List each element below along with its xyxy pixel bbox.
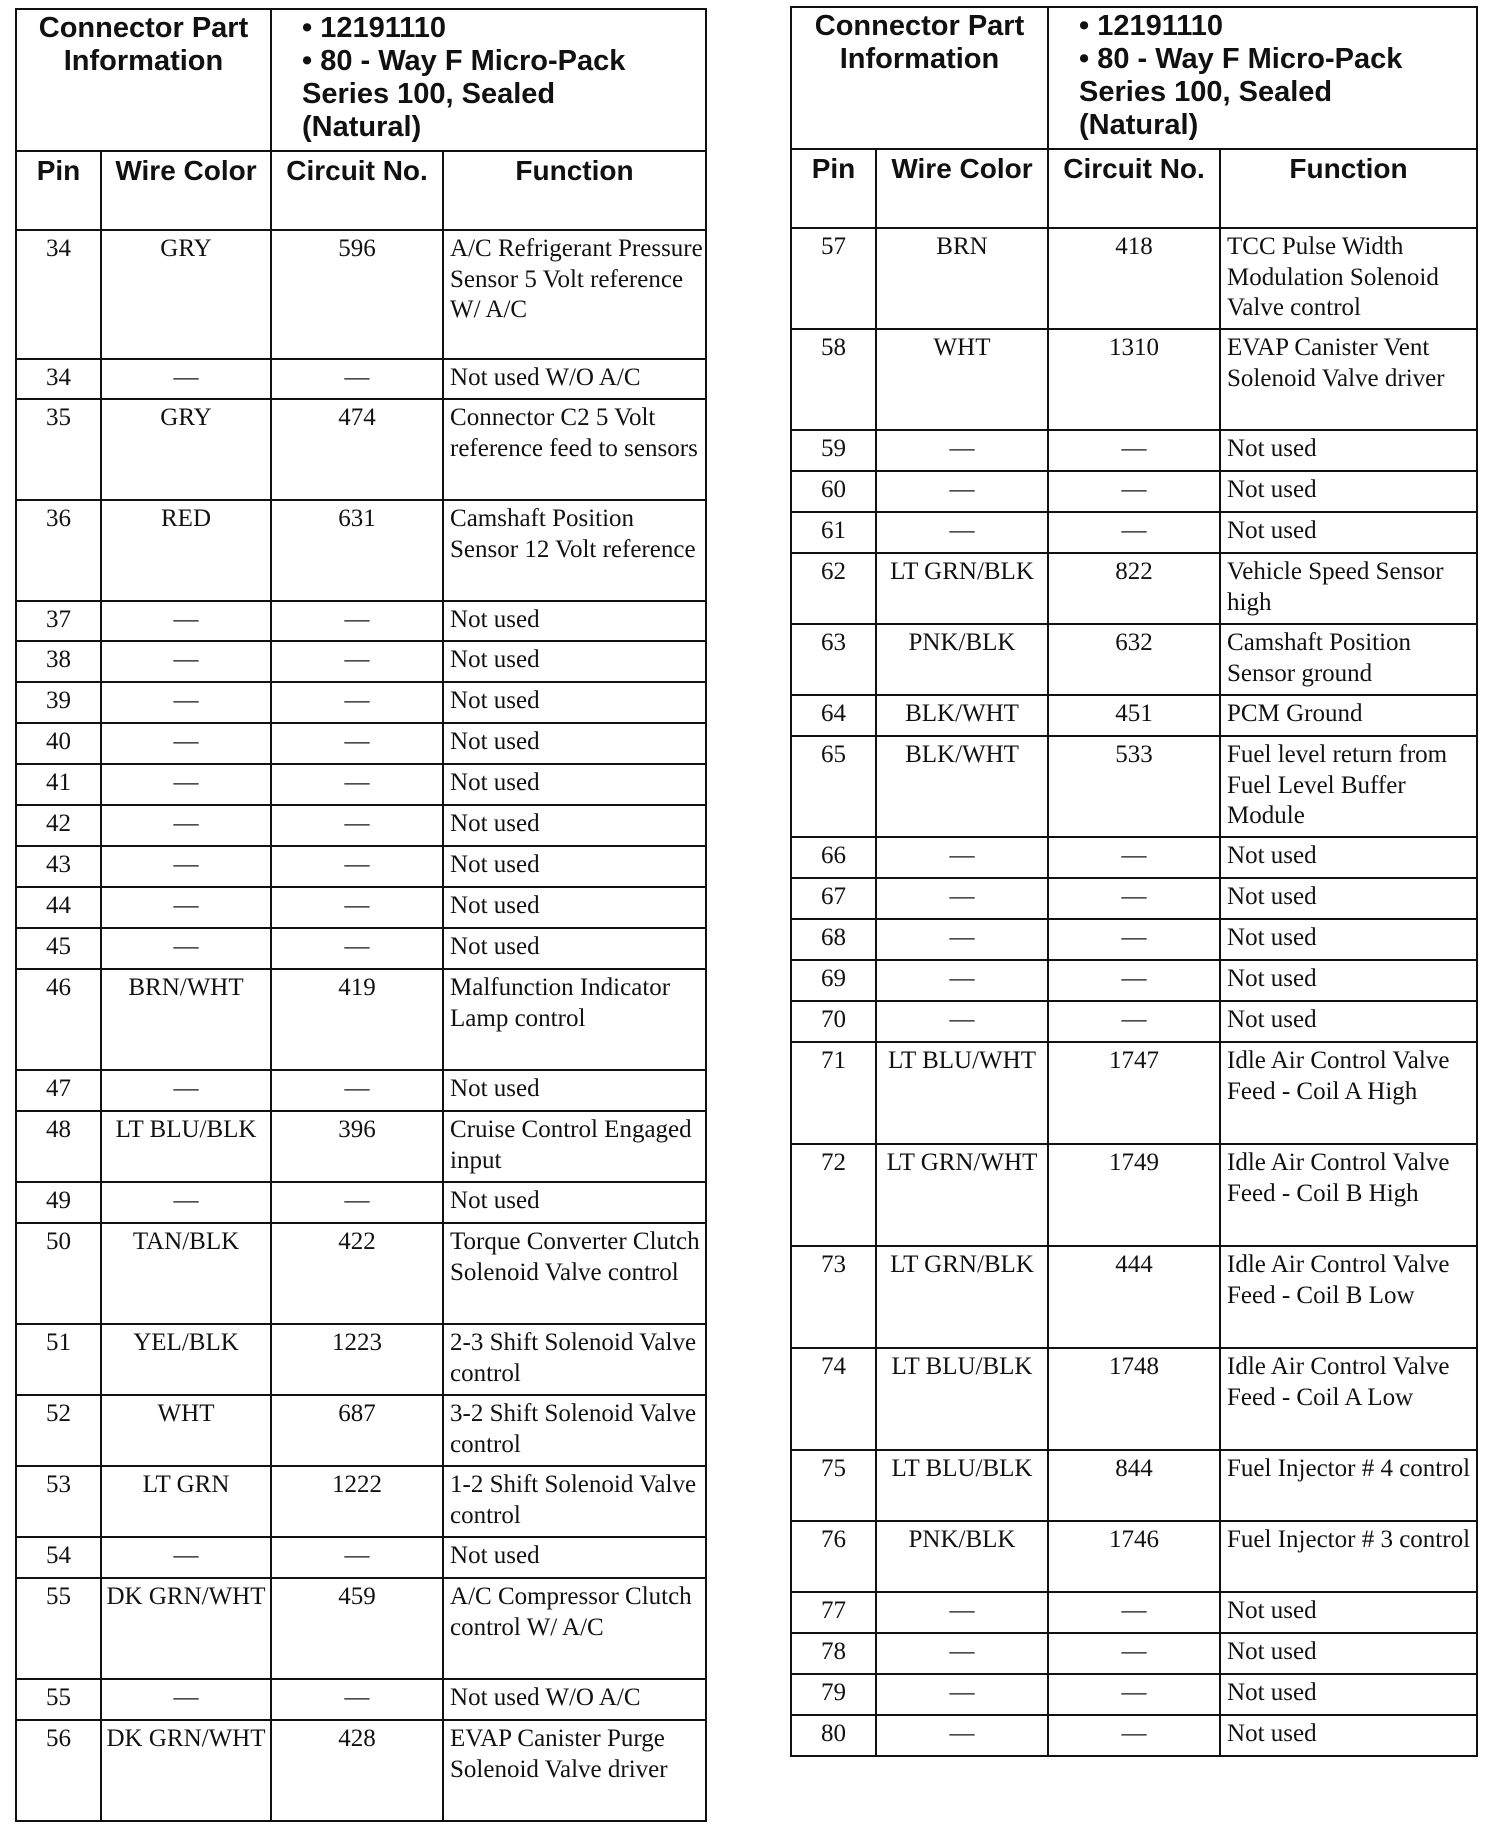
circuit-no-cell: — — [1048, 878, 1220, 919]
table-row — [16, 1466, 706, 1537]
circuit-no-cell: — — [271, 601, 443, 641]
table-row — [16, 1720, 706, 1821]
circuit-no-cell: — — [1048, 919, 1220, 960]
pin-cell: 44 — [16, 887, 101, 928]
pin-cell: 48 — [16, 1111, 101, 1182]
wire-color-cell: — — [876, 512, 1048, 553]
table-row — [791, 228, 1477, 329]
pin-cell: 41 — [16, 764, 101, 805]
part-number: • 12191110 — [302, 12, 447, 44]
circuit-no-cell: 418 — [1048, 228, 1220, 329]
pin-cell: 47 — [16, 1070, 101, 1111]
table-row — [16, 230, 706, 359]
table-row — [791, 837, 1477, 878]
function-cell: 2-3 Shift Solenoid Valve control — [443, 1324, 706, 1395]
function-cell: 1-2 Shift Solenoid Valve control — [443, 1466, 706, 1537]
circuit-no-cell: — — [271, 1679, 443, 1720]
table-row — [16, 1111, 706, 1182]
circuit-no-cell: — — [271, 641, 443, 682]
table-row — [791, 1001, 1477, 1042]
pin-cell: 77 — [791, 1592, 876, 1633]
table-row — [16, 1395, 706, 1466]
circuit-no-cell: — — [271, 1182, 443, 1223]
circuit-no-cell: 1747 — [1048, 1042, 1220, 1144]
table-row — [791, 960, 1477, 1001]
function-cell: Not used — [443, 682, 706, 723]
table-row — [791, 1246, 1477, 1348]
pin-cell: 57 — [791, 228, 876, 329]
circuit-no-cell: 1748 — [1048, 1348, 1220, 1450]
circuit-no-cell: — — [271, 359, 443, 399]
table-row — [791, 1674, 1477, 1715]
table-row — [791, 1715, 1477, 1756]
wire-color-cell: — — [876, 1592, 1048, 1633]
table-row — [791, 695, 1477, 736]
table-row — [16, 723, 706, 764]
pin-cell: 80 — [791, 1715, 876, 1756]
wire-color-cell: — — [101, 601, 271, 641]
circuit-no-cell: — — [271, 928, 443, 969]
wire-color-cell: GRY — [101, 230, 271, 359]
wire-color-cell: PNK/BLK — [876, 624, 1048, 695]
pin-cell: 74 — [791, 1348, 876, 1450]
part-desc-line2: Series 100, Sealed — [1079, 76, 1333, 108]
circuit-no-cell: 1746 — [1048, 1521, 1220, 1592]
column-header-circuit-no: Circuit No. — [1048, 149, 1220, 228]
pin-cell: 69 — [791, 960, 876, 1001]
table-row — [16, 641, 706, 682]
function-cell: TCC Pulse Width Modulation Solenoid Valve control — [1220, 228, 1477, 329]
part-number: • 12191110 — [1079, 10, 1224, 42]
wire-color-cell: — — [876, 1715, 1048, 1756]
function-cell: Not used — [1220, 1633, 1477, 1674]
pin-cell: 43 — [16, 846, 101, 887]
table-row — [16, 1324, 706, 1395]
table-row — [791, 736, 1477, 837]
circuit-no-cell: — — [1048, 1001, 1220, 1042]
circuit-no-cell: — — [271, 682, 443, 723]
pin-cell: 58 — [791, 329, 876, 430]
function-cell: Not used — [1220, 1001, 1477, 1042]
table-row — [791, 1521, 1477, 1592]
pin-cell: 62 — [791, 553, 876, 624]
wire-color-cell: — — [876, 1001, 1048, 1042]
pin-cell: 65 — [791, 736, 876, 837]
column-header-pin: Pin — [791, 149, 876, 228]
wire-color-cell: WHT — [101, 1395, 271, 1466]
circuit-no-cell: 632 — [1048, 624, 1220, 695]
wire-color-cell: — — [876, 1674, 1048, 1715]
pin-cell: 37 — [16, 601, 101, 641]
connector-part-description — [271, 9, 706, 151]
wire-color-cell: LT GRN — [101, 1466, 271, 1537]
table-row — [16, 1537, 706, 1578]
wire-color-cell: TAN/BLK — [101, 1223, 271, 1324]
function-cell: Not used — [443, 641, 706, 682]
table-row — [791, 919, 1477, 960]
wire-color-cell: LT GRN/BLK — [876, 1246, 1048, 1348]
circuit-no-cell: 533 — [1048, 736, 1220, 837]
table-row — [791, 430, 1477, 471]
table-row — [791, 329, 1477, 430]
column-header-function: Function — [443, 151, 706, 230]
pin-cell: 79 — [791, 1674, 876, 1715]
connector-info-row — [16, 9, 706, 151]
pin-cell: 75 — [791, 1450, 876, 1521]
pin-cell: 46 — [16, 969, 101, 1070]
table-row — [791, 553, 1477, 624]
function-cell: Camshaft Position Sensor ground — [1220, 624, 1477, 695]
pin-cell: 76 — [791, 1521, 876, 1592]
function-cell: Fuel level return from Fuel Level Buffer Module — [1220, 736, 1477, 837]
table-row — [791, 1450, 1477, 1521]
function-cell: Not used W/O A/C — [443, 1679, 706, 1720]
wire-color-cell: — — [101, 928, 271, 969]
table-row — [791, 624, 1477, 695]
pin-cell: 49 — [16, 1182, 101, 1223]
function-cell: Not used — [443, 1070, 706, 1111]
connector-part-info-label: Connector Part Information — [16, 9, 271, 151]
table-row — [16, 1070, 706, 1111]
circuit-no-cell: 444 — [1048, 1246, 1220, 1348]
pin-cell: 53 — [16, 1466, 101, 1537]
pin-cell: 34 — [16, 359, 101, 399]
function-cell: A/C Compressor Clutch control W/ A/C — [443, 1578, 706, 1679]
table-row — [16, 846, 706, 887]
circuit-no-cell: 1310 — [1048, 329, 1220, 430]
circuit-no-cell: — — [271, 805, 443, 846]
pin-cell: 39 — [16, 682, 101, 723]
connector-pin-table-right — [790, 6, 1478, 1757]
function-cell: PCM Ground — [1220, 695, 1477, 736]
column-header-row — [16, 151, 706, 230]
table-row — [16, 928, 706, 969]
pin-cell: 51 — [16, 1324, 101, 1395]
wire-color-cell: PNK/BLK — [876, 1521, 1048, 1592]
wire-color-cell: — — [101, 682, 271, 723]
circuit-no-cell: — — [271, 1537, 443, 1578]
wire-color-cell: — — [101, 805, 271, 846]
connector-part-description — [1048, 7, 1477, 149]
circuit-no-cell: 451 — [1048, 695, 1220, 736]
part-desc-line3: (Natural) — [1079, 109, 1199, 141]
function-cell: EVAP Canister Purge Solenoid Valve driver — [443, 1720, 706, 1821]
pin-cell: 45 — [16, 928, 101, 969]
function-cell: Not used — [1220, 1715, 1477, 1756]
pin-cell: 56 — [16, 1720, 101, 1821]
column-header-circuit-no: Circuit No. — [271, 151, 443, 230]
wire-color-cell: — — [876, 1633, 1048, 1674]
table-row — [16, 1679, 706, 1720]
function-cell: 3-2 Shift Solenoid Valve control — [443, 1395, 706, 1466]
function-cell: Idle Air Control Valve Feed - Coil A Low — [1220, 1348, 1477, 1450]
part-desc-line2: Series 100, Sealed — [302, 78, 556, 110]
wire-color-cell: — — [101, 1537, 271, 1578]
function-cell: Idle Air Control Valve Feed - Coil B High — [1220, 1144, 1477, 1246]
connector-info-row — [791, 7, 1477, 149]
wire-color-cell: — — [876, 919, 1048, 960]
pin-cell: 36 — [16, 500, 101, 601]
function-cell: Not used — [443, 1182, 706, 1223]
function-cell: Not used — [443, 805, 706, 846]
circuit-no-cell: — — [271, 846, 443, 887]
circuit-no-cell: — — [271, 723, 443, 764]
table-row — [791, 512, 1477, 553]
circuit-no-cell: 422 — [271, 1223, 443, 1324]
wire-color-cell: YEL/BLK — [101, 1324, 271, 1395]
wire-color-cell: — — [101, 887, 271, 928]
pin-cell: 68 — [791, 919, 876, 960]
function-cell: Not used W/O A/C — [443, 359, 706, 399]
table-row — [16, 399, 706, 500]
wire-color-cell: BLK/WHT — [876, 736, 1048, 837]
circuit-no-cell: — — [1048, 471, 1220, 512]
wire-color-cell: DK GRN/WHT — [101, 1720, 271, 1821]
function-cell: Camshaft Position Sensor 12 Volt reference — [443, 500, 706, 601]
wire-color-cell: BRN/WHT — [101, 969, 271, 1070]
function-cell: Torque Converter Clutch Solenoid Valve control — [443, 1223, 706, 1324]
wire-color-cell: — — [101, 764, 271, 805]
wire-color-cell: RED — [101, 500, 271, 601]
wire-color-cell: GRY — [101, 399, 271, 500]
wire-color-cell: — — [876, 878, 1048, 919]
function-cell: Idle Air Control Valve Feed - Coil B Low — [1220, 1246, 1477, 1348]
pin-cell: 35 — [16, 399, 101, 500]
wire-color-cell: — — [876, 430, 1048, 471]
pin-cell: 55 — [16, 1578, 101, 1679]
wire-color-cell: — — [101, 1182, 271, 1223]
function-cell: EVAP Canister Vent Solenoid Valve driver — [1220, 329, 1477, 430]
pin-cell: 67 — [791, 878, 876, 919]
function-cell: Cruise Control Engaged input — [443, 1111, 706, 1182]
function-cell: Not used — [1220, 512, 1477, 553]
function-cell: Not used — [443, 764, 706, 805]
table-row — [791, 1348, 1477, 1450]
pin-cell: 71 — [791, 1042, 876, 1144]
pin-cell: 40 — [16, 723, 101, 764]
wire-color-cell: BRN — [876, 228, 1048, 329]
pin-cell: 38 — [16, 641, 101, 682]
function-cell: Not used — [1220, 471, 1477, 512]
function-cell: Not used — [443, 1537, 706, 1578]
column-header-wire-color: Wire Color — [876, 149, 1048, 228]
circuit-no-cell: 822 — [1048, 553, 1220, 624]
function-cell: Not used — [1220, 960, 1477, 1001]
table-row — [16, 887, 706, 928]
function-cell: Vehicle Speed Sensor high — [1220, 553, 1477, 624]
function-cell: Connector C2 5 Volt reference feed to sensors — [443, 399, 706, 500]
pin-cell: 73 — [791, 1246, 876, 1348]
pin-rows-right — [791, 228, 1477, 1756]
pin-cell: 50 — [16, 1223, 101, 1324]
column-header-wire-color: Wire Color — [101, 151, 271, 230]
wire-color-cell: — — [876, 471, 1048, 512]
circuit-no-cell: 419 — [271, 969, 443, 1070]
pin-cell: 52 — [16, 1395, 101, 1466]
part-desc-line1: • 80 - Way F Micro-Pack — [1079, 43, 1403, 75]
pin-cell: 66 — [791, 837, 876, 878]
wire-color-cell: — — [101, 1679, 271, 1720]
wire-color-cell: DK GRN/WHT — [101, 1578, 271, 1679]
table-row — [16, 359, 706, 399]
column-header-row — [791, 149, 1477, 228]
circuit-no-cell: — — [271, 764, 443, 805]
pin-rows-left — [16, 230, 706, 1821]
function-cell: Malfunction Indicator Lamp control — [443, 969, 706, 1070]
circuit-no-cell: 1749 — [1048, 1144, 1220, 1246]
function-cell: Not used — [443, 928, 706, 969]
circuit-no-cell: 596 — [271, 230, 443, 359]
pin-cell: 60 — [791, 471, 876, 512]
circuit-no-cell: 396 — [271, 1111, 443, 1182]
connector-part-info-label: Connector Part Information — [791, 7, 1048, 149]
circuit-no-cell: — — [1048, 837, 1220, 878]
pin-cell: 70 — [791, 1001, 876, 1042]
table-row — [16, 764, 706, 805]
function-cell: Not used — [1220, 1592, 1477, 1633]
circuit-no-cell: — — [1048, 1633, 1220, 1674]
wire-color-cell: LT BLU/BLK — [101, 1111, 271, 1182]
circuit-no-cell: 1222 — [271, 1466, 443, 1537]
circuit-no-cell: — — [1048, 512, 1220, 553]
function-cell: Not used — [443, 887, 706, 928]
table-row — [791, 1144, 1477, 1246]
wire-color-cell: LT BLU/WHT — [876, 1042, 1048, 1144]
pin-cell: 61 — [791, 512, 876, 553]
pin-cell: 59 — [791, 430, 876, 471]
table-row — [16, 601, 706, 641]
circuit-no-cell: — — [1048, 430, 1220, 471]
pin-cell: 63 — [791, 624, 876, 695]
function-cell: A/C Refrigerant Pressure Sensor 5 Volt reference W/ A/C — [443, 230, 706, 359]
pin-cell: 72 — [791, 1144, 876, 1246]
table-row — [791, 1042, 1477, 1144]
wire-color-cell: LT GRN/BLK — [876, 553, 1048, 624]
pin-cell: 78 — [791, 1633, 876, 1674]
part-desc-line3: (Natural) — [302, 111, 422, 143]
circuit-no-cell: — — [271, 887, 443, 928]
wire-color-cell: — — [876, 837, 1048, 878]
pin-cell: 55 — [16, 1679, 101, 1720]
circuit-no-cell: 1223 — [271, 1324, 443, 1395]
circuit-no-cell: 631 — [271, 500, 443, 601]
pin-cell: 64 — [791, 695, 876, 736]
function-cell: Not used — [443, 723, 706, 764]
column-header-function: Function — [1220, 149, 1477, 228]
function-cell: Not used — [443, 601, 706, 641]
table-row — [16, 682, 706, 723]
wire-color-cell: LT GRN/WHT — [876, 1144, 1048, 1246]
wire-color-cell: — — [101, 846, 271, 887]
table-row — [16, 1578, 706, 1679]
wire-color-cell: WHT — [876, 329, 1048, 430]
circuit-no-cell: — — [1048, 1715, 1220, 1756]
circuit-no-cell: — — [1048, 960, 1220, 1001]
wire-color-cell: BLK/WHT — [876, 695, 1048, 736]
wire-color-cell: — — [101, 359, 271, 399]
function-cell: Not used — [1220, 919, 1477, 960]
function-cell: Not used — [1220, 430, 1477, 471]
pin-cell: 42 — [16, 805, 101, 846]
wire-color-cell: — — [876, 960, 1048, 1001]
pin-cell: 34 — [16, 230, 101, 359]
wire-color-cell: — — [101, 641, 271, 682]
wire-color-cell: LT BLU/BLK — [876, 1450, 1048, 1521]
table-row — [791, 1633, 1477, 1674]
table-row — [791, 878, 1477, 919]
function-cell: Not used — [1220, 878, 1477, 919]
function-cell: Not used — [1220, 837, 1477, 878]
table-row — [16, 1223, 706, 1324]
column-header-pin: Pin — [16, 151, 101, 230]
function-cell: Idle Air Control Valve Feed - Coil A High — [1220, 1042, 1477, 1144]
circuit-no-cell: — — [271, 1070, 443, 1111]
table-row — [16, 805, 706, 846]
circuit-no-cell: 428 — [271, 1720, 443, 1821]
table-row — [791, 1592, 1477, 1633]
function-cell: Not used — [443, 846, 706, 887]
circuit-no-cell: — — [1048, 1592, 1220, 1633]
wire-color-cell: — — [101, 1070, 271, 1111]
circuit-no-cell: 844 — [1048, 1450, 1220, 1521]
pin-cell: 54 — [16, 1537, 101, 1578]
circuit-no-cell: 459 — [271, 1578, 443, 1679]
function-cell: Fuel Injector # 3 control — [1220, 1521, 1477, 1592]
wire-color-cell: LT BLU/BLK — [876, 1348, 1048, 1450]
table-row — [791, 471, 1477, 512]
table-row — [16, 969, 706, 1070]
function-cell: Not used — [1220, 1674, 1477, 1715]
table-row — [16, 500, 706, 601]
part-desc-line1: • 80 - Way F Micro-Pack — [302, 45, 626, 77]
circuit-no-cell: 687 — [271, 1395, 443, 1466]
circuit-no-cell: — — [1048, 1674, 1220, 1715]
connector-pin-table-left — [15, 8, 707, 1822]
function-cell: Fuel Injector # 4 control — [1220, 1450, 1477, 1521]
circuit-no-cell: 474 — [271, 399, 443, 500]
table-row — [16, 1182, 706, 1223]
wire-color-cell: — — [101, 723, 271, 764]
